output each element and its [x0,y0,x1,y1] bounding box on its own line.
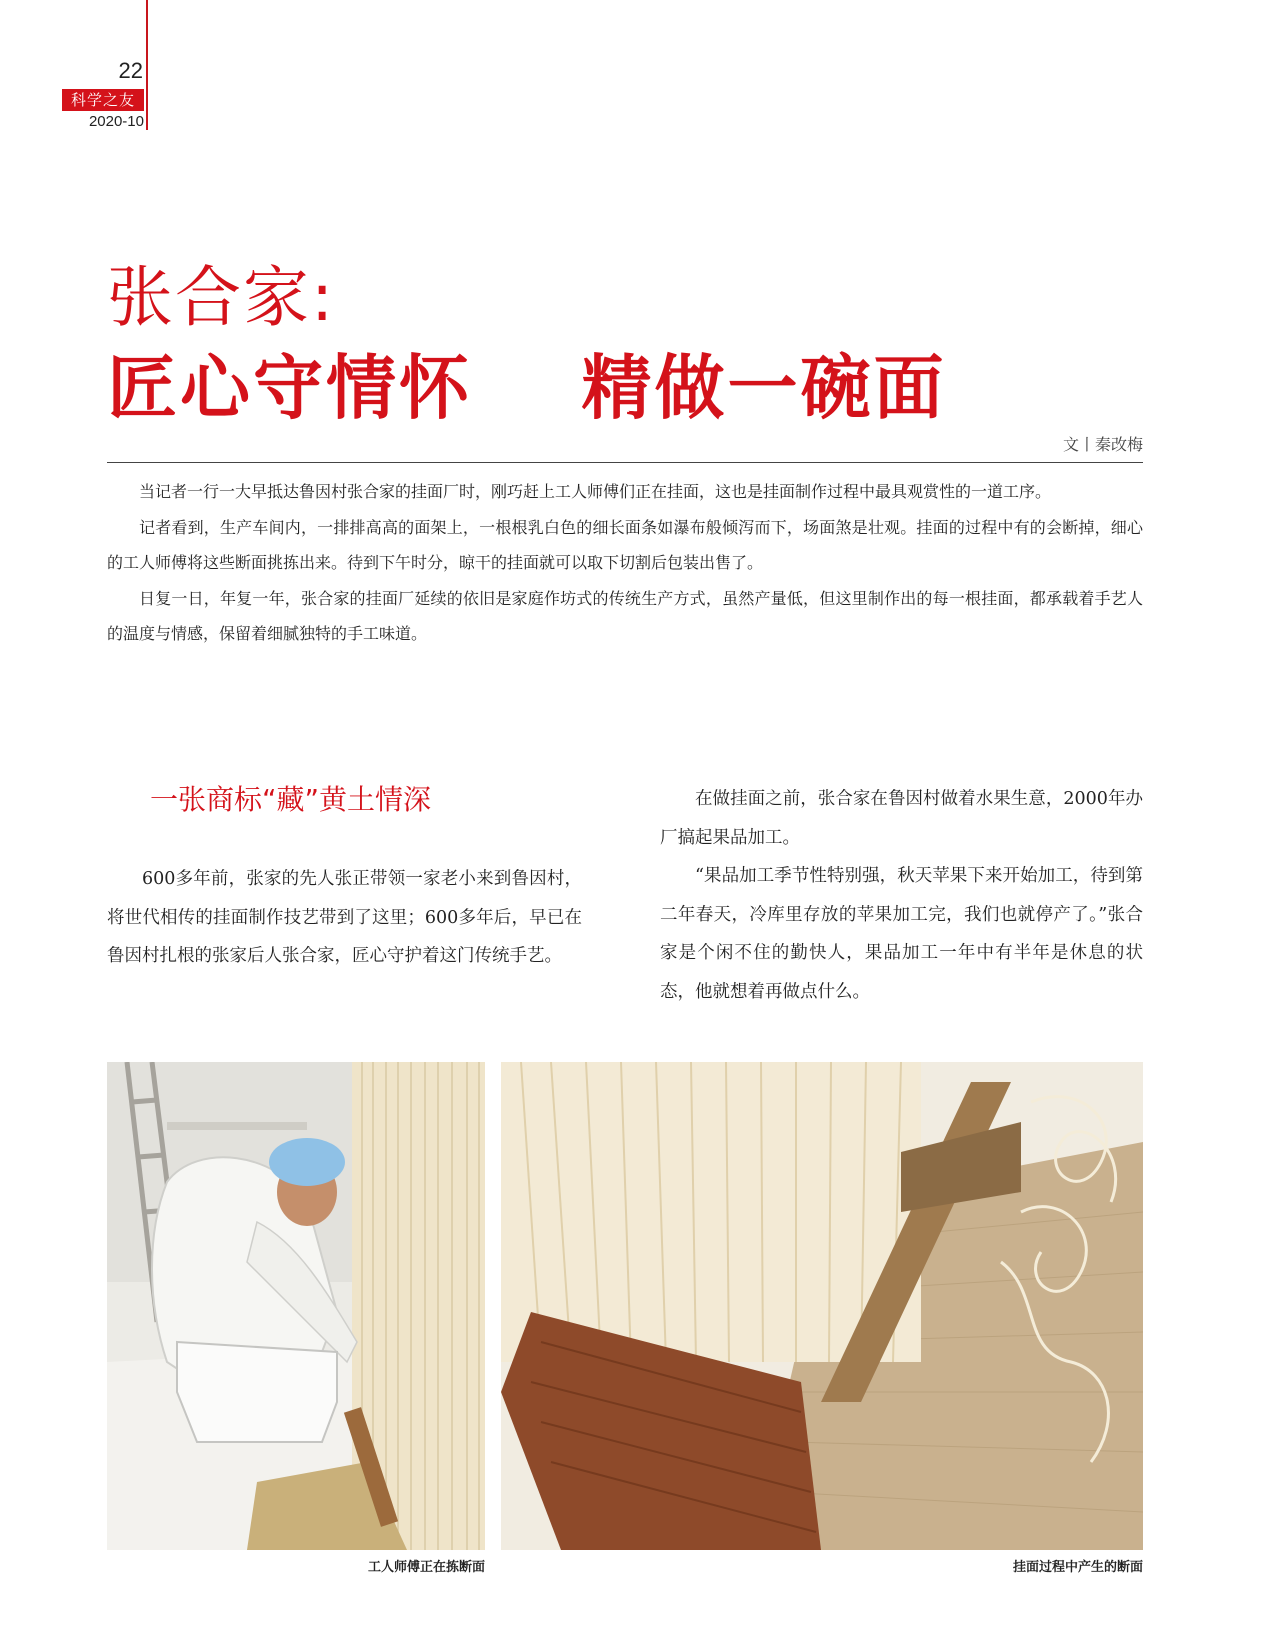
body-paragraph: 600多年前，张家的先人张正带领一家老小来到鲁因村，将世代相传的挂面制作技艺带到了这里；600多年后，早已在鲁因村扎根的张家后人张合家，匠心守护着这门传统手艺。 [107,869,582,966]
photo-worker-picking-noodles [107,1062,485,1550]
header-rule [146,0,148,130]
body-paragraph: “果品加工季节性特别强，秋天苹果下来开始加工，待到第二年春天，冷库里存放的苹果加工完，我们也就停产了。”张合家是个闲不住的勤快人，果品加工一年中有半年是休息的状态，他就想着再做点什么。 [660,866,1143,1002]
body-paragraph: 在做挂面之前，张合家在鲁因村做着水果生意，2000年办厂搞起果品加工。 [660,789,1143,848]
intro-paragraph: 记者看到，生产车间内，一排排高高的面架上，一根根乳白色的细长面条如瀑布般倾泻而下，场面煞是壮观。挂面的过程中有的会断掉，细心的工人师傅将这些断面挑拣出来。待到下午时分，晾干的挂面就可以取下切割后包装出售了。 [107,517,1143,572]
page-number: 22 [118,58,143,83]
issue-date: 2020-10 [88,113,144,130]
right-column [660,780,1143,1011]
article-title-line1: 张合家: [107,259,336,336]
intro-paragraph: 当记者一行一大早抵达鲁因村张合家的挂面厂时，刚巧赶上工人师傅们正在挂面，这也是挂面制作过程中最具观赏性的一道工序。 [139,482,1052,501]
title-divider [107,462,1143,463]
photo-broken-noodles [501,1062,1143,1550]
left-column [107,860,582,976]
photo-caption-right: 挂面过程中产生的断面 [1012,1560,1143,1575]
photo-caption-left: 工人师傅正在拣断面 [367,1560,485,1575]
section-heading: 一张商标“藏”黄土情深 [150,783,432,816]
byline: 文丨秦改梅 [1062,435,1143,454]
magazine-name-badge: 科学之友 [62,89,144,111]
intro-paragraph: 日复一日，年复一年，张合家的挂面厂延续的依旧是家庭作坊式的传统生产方式，虽然产量低，但这里制作出的每一根挂面，都承载着手艺人的温度与情感，保留着细腻独特的手工味道。 [107,588,1143,643]
intro-text [107,474,1143,652]
article-title-line2: 匠心守情怀 精做一碗面 [107,347,947,429]
